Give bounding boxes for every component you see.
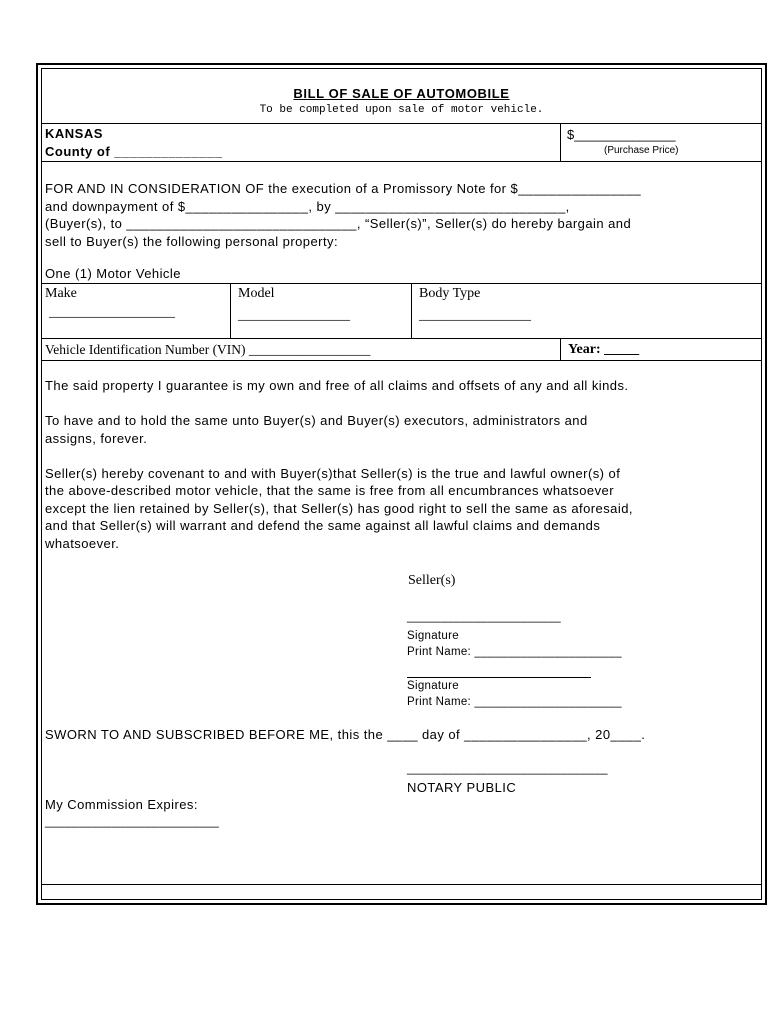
signature-line-2[interactable] bbox=[407, 677, 591, 678]
covenant-line-4: and that Seller(s) will warrant and defend the same against all lawful claims and demands bbox=[45, 518, 601, 533]
signature-line-1[interactable]: _______________________ bbox=[407, 611, 562, 623]
vehicle-table-divider-1 bbox=[230, 283, 231, 338]
consideration-line-4: sell to Buyer(s) the following personal property: bbox=[45, 234, 339, 249]
commission-expires-label: My Commission Expires: bbox=[45, 797, 198, 812]
make-field[interactable]: __________________ bbox=[49, 305, 175, 320]
sellers-label: Seller(s) bbox=[408, 573, 456, 588]
make-label: Make bbox=[45, 286, 77, 301]
signature-label-2: Signature bbox=[407, 680, 459, 692]
signature-label-1: Signature bbox=[407, 630, 459, 642]
habendum-line-2: assigns, forever. bbox=[45, 431, 148, 446]
sworn-statement: SWORN TO AND SUBSCRIBED BEFORE ME, this the ____ day of ________________, 20____. bbox=[45, 727, 646, 742]
body-type-field[interactable]: ________________ bbox=[419, 308, 531, 323]
form-subtitle: To be completed upon sale of motor vehicle. bbox=[259, 104, 544, 116]
print-name-field-2[interactable]: Print Name: ______________________ bbox=[407, 696, 622, 708]
vin-field[interactable]: Vehicle Identification Number (VIN) __________________ bbox=[45, 342, 371, 357]
form-title: BILL OF SALE OF AUTOMOBILE bbox=[293, 86, 510, 101]
print-name-field-1[interactable]: Print Name: ______________________ bbox=[407, 646, 622, 658]
county-field[interactable]: County of ______________ bbox=[45, 144, 223, 159]
guarantee-text: The said property I guarantee is my own and free of all claims and offsets of any and all kinds. bbox=[45, 378, 629, 393]
vehicle-table-top bbox=[41, 283, 762, 284]
price-box-divider bbox=[560, 123, 561, 161]
state-name: KANSAS bbox=[45, 126, 103, 141]
vin-year-divider bbox=[560, 338, 561, 360]
purchase-price-label: (Purchase Price) bbox=[604, 145, 679, 156]
purchase-price-field[interactable]: $______________ bbox=[567, 127, 676, 142]
vehicle-table-divider-2 bbox=[411, 283, 412, 338]
form-footer-line bbox=[41, 884, 762, 885]
consideration-line-1: FOR AND IN CONSIDERATION OF the execution of a Promissory Note for $________________ bbox=[45, 181, 642, 196]
covenant-line-1: Seller(s) hereby covenant to and with Buyer(s)that Seller(s) is the true and lawful owner(s) of bbox=[45, 466, 621, 481]
commission-expires-field[interactable]: __________________________ bbox=[45, 816, 220, 828]
habendum-line-1: To have and to hold the same unto Buyer(s) and Buyer(s) executors, administrators and bbox=[45, 413, 588, 428]
model-label: Model bbox=[238, 286, 275, 301]
consideration-line-3: (Buyer(s), to ______________________________, “Seller(s)”, Seller(s) do hereby bargain and bbox=[45, 216, 632, 231]
notary-public-label: NOTARY PUBLIC bbox=[407, 780, 517, 795]
consideration-line-2: and downpayment of $________________, by ______________________________, bbox=[45, 199, 570, 214]
model-field[interactable]: ________________ bbox=[238, 308, 350, 323]
vehicle-heading: One (1) Motor Vehicle bbox=[45, 266, 181, 281]
covenant-line-5: whatsoever. bbox=[45, 536, 120, 551]
year-field[interactable]: Year: _____ bbox=[568, 342, 640, 357]
body-type-label: Body Type bbox=[419, 286, 481, 301]
vehicle-table-bottom bbox=[41, 360, 762, 361]
header-divider-bottom bbox=[41, 161, 762, 162]
header-divider-top bbox=[41, 123, 762, 124]
vehicle-table-middle bbox=[41, 338, 762, 339]
covenant-line-2: the above-described motor vehicle, that the same is free from all encumbrances whatsoever bbox=[45, 483, 614, 498]
covenant-line-3: except the lien retained by Seller(s), that Seller(s) has good right to sell the same as aforesaid, bbox=[45, 501, 633, 516]
notary-signature-line[interactable]: ______________________________ bbox=[407, 763, 608, 775]
